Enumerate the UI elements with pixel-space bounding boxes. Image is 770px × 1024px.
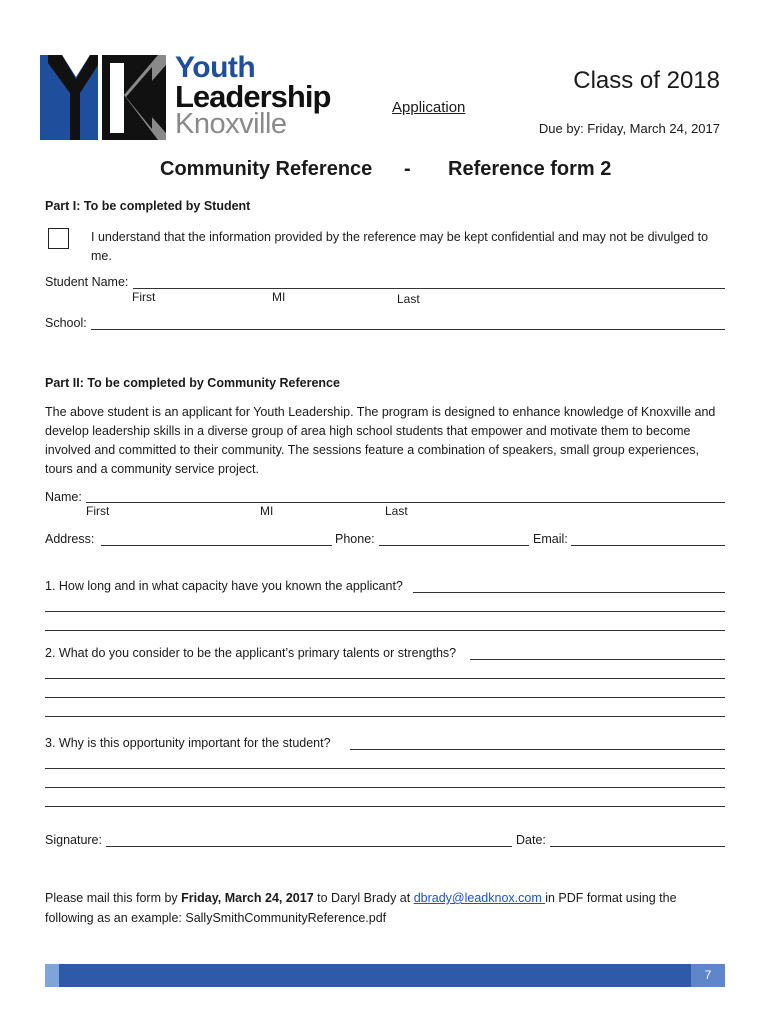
due-date: Due by: Friday, March 24, 2017 (538, 121, 720, 136)
q2-answer-line-2[interactable] (45, 678, 725, 679)
mailing-example: following as an example: SallySmithCommunityReference.pdf (45, 911, 387, 925)
school-label: School: (45, 316, 87, 330)
question-3: 3. Why is this opportunity important for the student? (45, 736, 331, 750)
q1-answer-line-3[interactable] (45, 630, 725, 631)
date-label: Date: (516, 833, 546, 847)
ref-name-field[interactable] (86, 502, 725, 503)
class-label: Class of 2018 (573, 67, 720, 94)
q2-answer-line-1[interactable] (470, 659, 725, 660)
page-number: 7 (704, 968, 712, 982)
mail-suffix: in PDF format using the (545, 891, 677, 905)
student-name-field[interactable] (133, 288, 725, 289)
confidential-text: I understand that the information provided by the reference may be kept confidential and may not be divulged to me. (91, 230, 709, 263)
question-1: 1. How long and in what capacity have you known the applicant? (45, 579, 403, 593)
contact-email-link[interactable]: dbrady@leadknox.com (413, 891, 546, 905)
mail-mid: to Daryl Brady at (313, 891, 414, 905)
form-title-dash: - (404, 158, 411, 180)
student-last-caption: Last (397, 292, 420, 306)
student-name-label: Student Name: (45, 275, 129, 289)
ref-first-caption: First (86, 504, 110, 518)
ref-mi-caption: MI (260, 504, 274, 518)
phone-field[interactable] (379, 545, 529, 546)
mail-prefix: Please mail this form by (45, 891, 182, 905)
footer-accent (45, 964, 59, 987)
page-number-box (691, 964, 725, 987)
logo-line-knoxville: Knoxville (175, 108, 287, 140)
phone-label: Phone: (335, 532, 375, 546)
ref-last-caption: Last (385, 504, 408, 518)
signature-label: Signature: (45, 833, 102, 847)
q3-answer-line-3[interactable] (45, 787, 725, 788)
date-field[interactable] (550, 846, 725, 847)
email-field[interactable] (571, 545, 725, 546)
footer-bar (45, 964, 725, 987)
logo (40, 51, 340, 140)
part2-heading: Part II: To be completed by Community Reference (45, 376, 340, 390)
part1-heading: Part I: To be completed by Student (45, 199, 251, 213)
school-field[interactable] (91, 329, 725, 330)
q1-answer-line-1[interactable] (413, 592, 725, 593)
signature-field[interactable] (106, 846, 512, 847)
logo-line-leadership: Leadership (175, 79, 331, 114)
q3-answer-line-1[interactable] (350, 749, 725, 750)
address-label: Address: (45, 532, 95, 546)
question-2: 2. What do you consider to be the applicant’s primary talents or strengths? (45, 646, 457, 660)
form-title-left: Community Reference (160, 158, 373, 180)
logo-line-youth: Youth (175, 51, 256, 84)
confidential-checkbox[interactable] (48, 228, 69, 249)
q2-answer-line-4[interactable] (45, 716, 725, 717)
q3-answer-line-4[interactable] (45, 806, 725, 807)
q2-answer-line-3[interactable] (45, 697, 725, 698)
mail-deadline: Friday, March 24, 2017 (181, 891, 314, 905)
email-label: Email: (533, 532, 568, 546)
program-description: The above student is an applicant for Youth Leadership. The program is designed to enhance knowledge of Knoxville and develop leadership skills in a diverse group of area high school students that empower and motivate them to become involved and committed to their community. The sessions feature a combination of speakers, small group experiences, tours and a community service project. (45, 405, 716, 476)
logo-mark-icon (40, 55, 170, 140)
application-label: Application (392, 99, 466, 116)
q3-answer-line-2[interactable] (45, 768, 725, 769)
ref-name-label: Name: (45, 490, 82, 504)
q1-answer-line-2[interactable] (45, 611, 725, 612)
student-mi-caption: MI (272, 290, 286, 304)
address-field[interactable] (101, 545, 332, 546)
student-first-caption: First (132, 290, 156, 304)
mailing-instructions (45, 891, 677, 905)
form-title-right: Reference form 2 (448, 158, 612, 180)
